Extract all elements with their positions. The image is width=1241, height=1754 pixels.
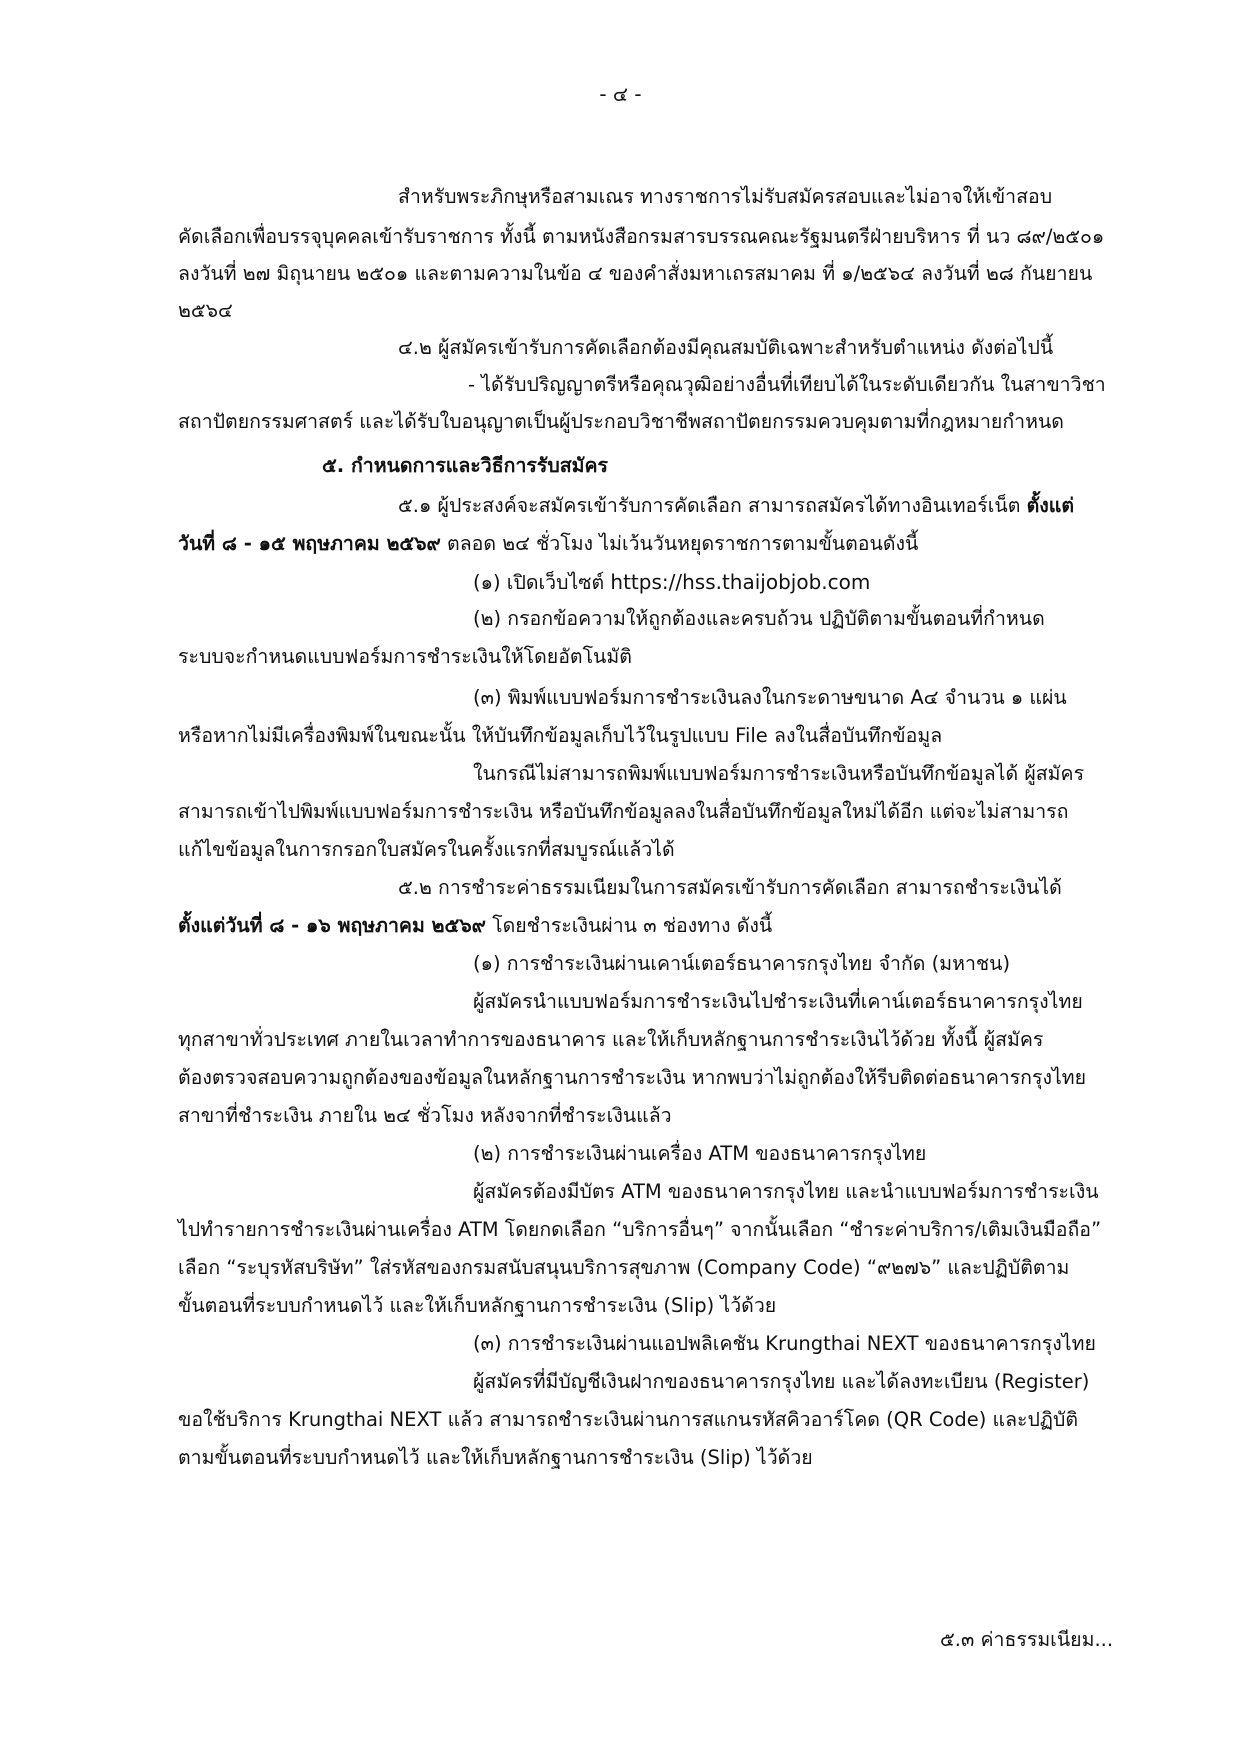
channel-2-line-2: ไปทำรายการชำระเงินผ่านเครื่อง ATM โดยกดเลือก “บริการอื่นๆ” จากนั้นเลือก “ชำระค่าบริการ/เติมเงินมือถือ”: [178, 1218, 1102, 1241]
para-monk-line-4: ๒๕๖๔: [178, 299, 233, 322]
reprint-line-2: สามารถเข้าไปพิมพ์แบบฟอร์มการชำระเงิน หรือบันทึกข้อมูลลงในสื่อบันทึกข้อมูลใหม่ได้อีก แต่จะไม่สามารถ: [178, 800, 1069, 823]
channel-2-line-3: เลือก “ระบุรหัสบริษัท” ใส่รหัสของกรมสนับสนุนบริการสุขภาพ (Company Code) “๙๒๗๖” และปฏิบัติตาม: [178, 1256, 1070, 1279]
channel-2-line-4: ขั้นตอนที่ระบบกำหนดไว้ และให้เก็บหลักฐานการชำระเงิน (Slip) ไว้ด้วย: [178, 1294, 777, 1317]
apply-5-1-line-1: [398, 489, 1074, 523]
step-1-line: [473, 565, 870, 599]
apply-5-1-line-2: [178, 527, 918, 561]
step-3-line-1: (๓) พิมพ์แบบฟอร์มการชำระเงินลงในกระดาษขนาด A๔ จำนวน ๑ แผ่น: [473, 686, 1067, 709]
channel-3-line-3: ตามขั้นตอนที่ระบบกำหนดไว้ และให้เก็บหลักฐานการชำระเงิน (Slip) ไว้ด้วย: [178, 1446, 813, 1469]
channel-2-heading: (๒) การชำระเงินผ่านเครื่อง ATM ของธนาคารกรุงไทย: [473, 1142, 927, 1165]
fee-5-2-line-1: ๕.๒ การชำระค่าธรรมเนียมในการสมัครเข้ารับการคัดเลือก สามารถชำระเงินได้: [398, 876, 1062, 899]
step-3-line-2: หรือหากไม่มีเครื่องพิมพ์ในขณะนั้น ให้บันทึกข้อมูลเก็บไว้ในรูปแบบ File ลงในสื่อบันทึกข้อมูล: [178, 724, 943, 747]
reprint-line-3: แก้ไขข้อมูลในการกรอกใบสมัครในครั้งแรกที่สมบูรณ์แล้วได้: [178, 838, 675, 861]
apply-5-1-bold-start: ตั้งแต่: [1026, 494, 1075, 517]
channel-1-line-3: ต้องตรวจสอบความถูกต้องของข้อมูลในหลักฐานการชำระเงิน หากพบว่าไม่ถูกต้องให้รีบติดต่อธนาคารกรุงไทย: [178, 1066, 1087, 1089]
reprint-line-1: ในกรณีไม่สามารถพิมพ์แบบฟอร์มการชำระเงินหรือบันทึกข้อมูลได้ ผู้สมัคร: [473, 762, 1085, 785]
qualification-degree-line-2: สถาปัตยกรรมศาสตร์ และได้รับใบอนุญาตเป็นผู้ประกอบวิชาชีพสถาปัตยกรรมควบคุมตามที่กฎหมายกำหนด: [178, 410, 1064, 433]
channel-2-line-1: ผู้สมัครต้องมีบัตร ATM ของธนาคารกรุงไทย และนำแบบฟอร์มการชำระเงิน: [473, 1180, 1099, 1203]
section-5-heading: ๕. กำหนดการและวิธีการรับสมัคร: [322, 454, 608, 477]
para-monk-line-3: ลงวันที่ ๒๗ มิถุนายน ๒๕๐๑ และตามความในข้อ ๔ ของคำสั่งมหาเถรสมาคม ที่ ๑/๒๕๖๔ ลงวันที่ ๒๘ กันยายน: [178, 262, 1093, 285]
para-monk-line-2: คัดเลือกเพื่อบรรจุบุคคลเข้ารับราชการ ทั้งนี้ ตามหนังสือกรมสารบรรณคณะรัฐมนตรีฝ่ายบริหาร ที่ นว ๘๙/๒๕๐๑: [178, 225, 1105, 248]
channel-1-line-2: ทุกสาขาทั่วประเทศ ภายในเวลาทำการของธนาคาร และให้เก็บหลักฐานการชำระเงินไว้ด้วย ทั้งนี้ ผู้สมัคร: [178, 1028, 1044, 1051]
fee-dates: ตั้งแต่วันที่ ๘ - ๑๖ พฤษภาคม ๒๕๖๙: [178, 914, 486, 937]
apply-dates: วันที่ ๘ - ๑๕ พฤษภาคม ๒๕๖๙: [178, 532, 441, 555]
channel-3-line-1: ผู้สมัครที่มีบัญชีเงินฝากของธนาคารกรุงไทย และได้ลงทะเบียน (Register): [473, 1370, 1090, 1393]
step-1-text: (๑) เปิดเว็บไซต์: [473, 571, 605, 594]
channel-1-line-1: ผู้สมัครนำแบบฟอร์มการชำระเงินไปชำระเงินที่เคาน์เตอร์ธนาคารกรุงไทย: [473, 990, 1083, 1013]
fee-channels: โดยชำระเงินผ่าน ๓ ช่องทาง ดังนี้: [492, 914, 773, 937]
step-2-line-1: (๒) กรอกข้อความให้ถูกต้องและครบถ้วน ปฏิบัติตามขั้นตอนที่กำหนด: [473, 607, 1045, 630]
channel-1-heading: (๑) การชำระเงินผ่านเคาน์เตอร์ธนาคารกรุงไทย จำกัด (มหาชน): [473, 952, 1011, 975]
apply-5-1-text: ๕.๑ ผู้ประสงค์จะสมัครเข้ารับการคัดเลือก สามารถสมัครได้ทางอินเทอร์เน็ต: [398, 494, 1021, 517]
step-2-line-2: ระบบจะกำหนดแบบฟอร์มการชำระเงินให้โดยอัตโนมัติ: [178, 645, 632, 668]
apply-dates-rest: ตลอด ๒๔ ชั่วโมง ไม่เว้นวันหยุดราชการตามขั้นตอนดังนี้: [447, 532, 919, 555]
fee-5-2-line-2: [178, 909, 772, 943]
qualification-4-2: ๔.๒ ผู้สมัครเข้ารับการคัดเลือกต้องมีคุณสมบัติเฉพาะสำหรับตำแหน่ง ดังต่อไปนี้: [398, 336, 1054, 359]
channel-3-line-2: ขอใช้บริการ Krungthai NEXT แล้ว สามารถชำระเงินผ่านการสแกนรหัสคิวอาร์โคด (QR Code) และปฏิบัติ: [178, 1408, 1079, 1431]
continuation-footer: ๕.๓ ค่าธรรมเนียม...: [940, 1628, 1114, 1651]
channel-3-heading: (๓) การชำระเงินผ่านแอปพลิเคชัน Krungthai NEXT ของธนาคารกรุงไทย: [473, 1332, 1096, 1355]
channel-1-line-4: สาขาที่ชำระเงิน ภายใน ๒๔ ชั่วโมง หลังจากที่ชำระเงินแล้ว: [178, 1104, 672, 1127]
para-monk-line-1: สำหรับพระภิกษุหรือสามเณร ทางราชการไม่รับสมัครสอบและไม่อาจให้เข้าสอบ: [398, 185, 1053, 208]
qualification-degree-line-1: - ได้รับปริญญาตรีหรือคุณวุฒิอย่างอื่นที่เทียบได้ในระดับเดียวกัน ในสาขาวิชา: [468, 373, 1106, 396]
page-number: - ๔ -: [599, 82, 642, 106]
website-link[interactable]: https://hss.thaijobjob.com: [610, 570, 871, 594]
